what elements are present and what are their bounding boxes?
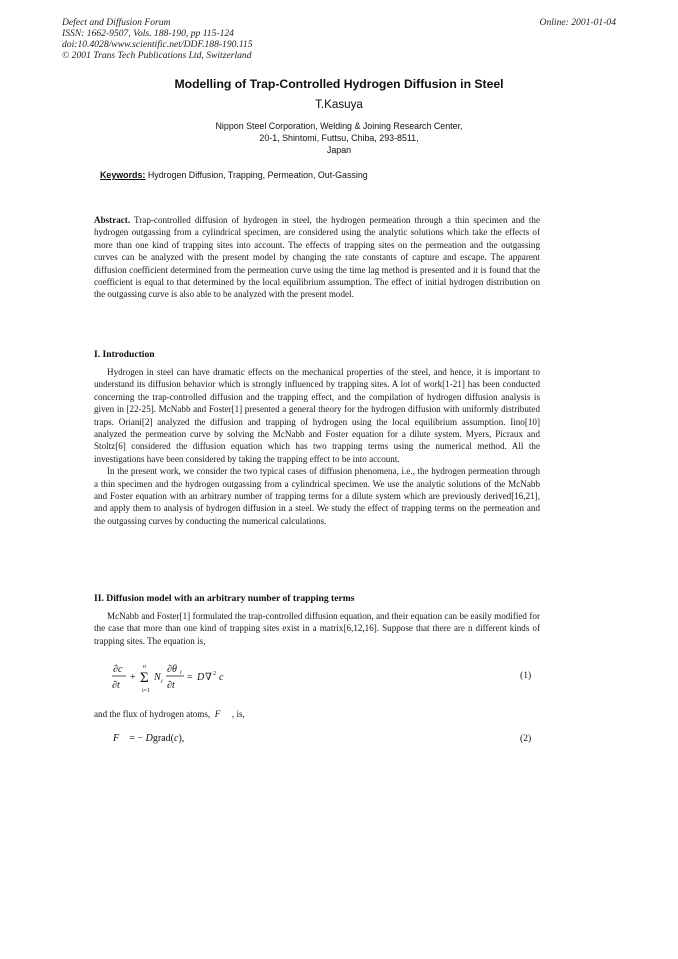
equation-2-number: (2) [520,733,532,744]
svg-text:∂θ: ∂θ [167,664,177,675]
keywords-label: Keywords: [100,170,146,180]
flux-symbol: F⃗ [212,709,230,719]
flux-text: and the flux of hydrogen atoms, [94,709,211,719]
svg-text:i=1: i=1 [142,688,151,694]
equation-2: F⃗ = − Dgrad(c), [113,733,185,744]
affiliation-line-3: Japan [326,145,352,155]
affiliation-line-2: 20-1, Shintomi, Futtsu, Chiba, 293-8511, [259,133,419,143]
paper-title: Modelling of Trap-Controlled Hydrogen Diffusion in Steel [174,77,504,91]
svg-text:Σ: Σ [140,670,149,686]
svg-text:2: 2 [213,671,216,677]
introduction-body [94,366,540,527]
svg-text:i: i [161,679,163,685]
issn-line: ISSN: 1662-9507, Vols. 188-190, pp 115-124 [62,28,234,39]
keywords-text: Hydrogen Diffusion, Trapping, Permeation, Out-Gassing [147,170,368,180]
svg-text:∂t: ∂t [112,680,120,691]
paragraph: McNabb and Foster[1] formulated the trap-controlled diffusion equation, and their equation can be easily modified for the case that more than one kind of trapping sites exist in a matrix[6,12,16]. Suppose that there are n different kinds of trapping sites. The equation is, [94,611,540,646]
svg-text:+: + [130,672,136,683]
abstract-text: Trap-controlled diffusion of hydrogen in steel, the hydrogen permeation through a thin specimen and the hydrogen outgassing from a cylindrical specimen, are considered using the analytic solutions which take the effects of more than one kind of trapping sites into account. The effects of trapping sites on the permeation and the outgassing curves can be analyzed with the present model by changing the rate constants of capture and escape. The apparent diffusion coefficient determined from the permeation curve using the time lag method is presented and it is found that the coefficient is equal to that determined by the local equilibrium assumption. The effect of initial hydrogen distribution on the outgassing curve is also able to be analyzed with the present model. [94,215,540,300]
flux-sentence [94,708,245,720]
equation-1 [110,660,310,696]
online-date: Online: 2001-01-04 [539,17,616,28]
affiliation-line-1: Nippon Steel Corporation, Welding & Joining Research Center, [215,121,463,131]
abstract [94,214,540,301]
keywords [100,170,368,180]
svg-text:=: = [187,672,193,683]
running-header [62,17,253,61]
svg-text:∂c: ∂c [113,664,123,675]
svg-text:i: i [180,670,182,676]
doi-line: doi:10.4028/www.scientific.net/DDF.188-190.115 [62,39,253,50]
author-name: T.Kasuya [315,98,363,111]
journal-name: Defect and Diffusion Forum [62,17,171,28]
svg-text:c: c [219,672,224,683]
svg-text:D: D [197,672,205,683]
section-heading-introduction: I. Introduction [94,349,155,360]
paragraph: In the present work, we consider the two typical cases of diffusion phenomena, i.e., the hydrogen permeation through a thin specimen and the hydrogen outgassing from a cylindrical specimen. We use the analytic solutions of the McNabb and Foster equation with an arbitrary number of trapping terms for a dilute system which are previously derived[16,21], and apply them to analysis of hydrogen diffusion in a steel. We study the effect of trapping terms on the permeation and the outgassing curves by conducting the numerical calculations. [94,466,540,526]
copyright-line: © 2001 Trans Tech Publications Ltd, Switzerland [62,50,252,61]
paragraph: Hydrogen in steel can have dramatic effects on the mechanical properties of the steel, and hence, it is important to understand its diffusion behavior which is strongly influenced by trapping sites. A lot of work[1-21] has been conducted concerning the trap-controlled diffusion and the trapping effect, and the compilation of hydrogen diffusion analysis is given in [22-25]. McNabb and Foster[1] presented a general theory for the hydrogen diffusion with uniformly distributed traps. Oriani[2] analyzed the diffusion and trapping of hydrogen using the local equilibrium assumption. Iino[10] analyzed the permeation curve by solving the McNabb and Foster equation for a dilute system. Myers, Picraux and Stoltz[6] considered the diffusion equation which has two trapping terms using the numerical method. All the investigations have been considered by taking the trapping effect to be into account. [94,367,540,464]
flux-text-end: , is, [231,709,245,719]
svg-text:n: n [143,664,146,670]
affiliation [0,120,678,156]
svg-text:∂t: ∂t [167,680,175,691]
section-heading-diffusion-model: II. Diffusion model with an arbitrary number of trapping terms [94,593,355,604]
abstract-label: Abstract. [94,215,131,225]
equation-1-number: (1) [520,670,532,681]
svg-text:∇: ∇ [205,672,212,683]
diffusion-model-body [94,610,540,647]
svg-text:N: N [154,672,161,683]
